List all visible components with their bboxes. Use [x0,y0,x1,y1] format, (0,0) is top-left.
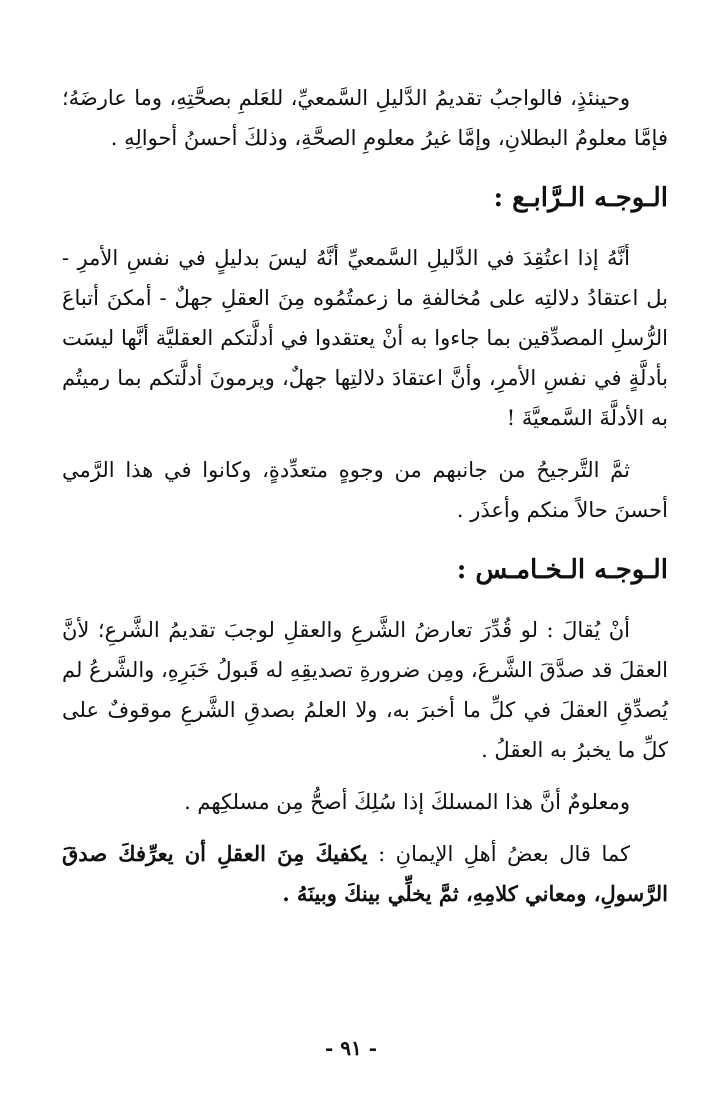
spacer [62,590,668,610]
paragraph-6 [62,834,668,914]
spacer [62,770,668,782]
paragraph-4: أنْ يُقالَ : لو قُدِّرَ تعارضُ الشَّرعِ والعقلِ لوجبَ تقديمُ الشَّرعِ؛ لأنَّ العقلَ قد صدَّقَ الشَّرعَ، ومِن ضرورةِ تصديقِهِ له قَبولُ خَبَرِهِ، والشَّرعُ لم يُصدِّقِ العقلَ في كلِّ ما أخبرَ به، ولا العلمُ بصدقِ الشَّرعِ موقوفٌ على كلِّ ما يخبرُ به العقلُ . [62,618,668,762]
page-body [62,78,668,914]
quote-bold: يكفيكَ مِنَ العقلِ أن يعرِّفكَ صدقَ الرَّسولِ، ومعاني كلامِهِ، ثمَّ يخلِّي بينكَ وبينَهُ . [62,841,668,906]
paragraph-3: ثمَّ التَّرجيحُ من جانبهم من وجوهٍ متعدِّدةٍ، وكانوا في هذا الرَّمي أحسنَ حالاً منكم وأعذَر . [62,458,668,522]
spacer [62,218,668,238]
heading-fourth-aspect: الـوجـه الـرَّابـع : [493,183,668,213]
paragraph-2: أنَّهُ إذا اعتُقِدَ في الدَّليلِ السَّمعيِّ أنَّهُ ليسَ بدليلٍ في نفسِ الأمرِ - بل اعتقادُ دلالتِه على مُخالفةِ ما زعمتُمُوه مِنَ العقلِ جهلٌ - أمكنَ أتباعَ الرُّسلِ المصدِّقين بما جاءوا به أنْ يعتقدوا في أدلَّتكم العقليَّة أنَّها ليسَت بأدلَّةٍ في نفسِ الأمرِ، وأنَّ اعتقادَ دلالتِها جهلٌ، ويرمونَ أدلَّتكم بما رميتُم به الأدلَّةَ السَّمعيَّةَ ! [62,246,668,430]
paragraph-1: وحينئذٍ، فالواجبُ تقديمُ الدَّليلِ السَّمعيِّ، للعَلمِ بصحَّتِهِ، وما عارضَهُ؛ فإمَّا معلومُ البطلانِ، وإمَّا غيرُ معلومِ الصحَّةِ، وذلكَ أحسنُ أحوالِهِ . [62,86,668,150]
spacer [62,822,668,834]
spacer [62,438,668,450]
page-number: - ٩١ - [324,1036,377,1060]
quote-intro: كما قال بعضُ أهلِ الإيمانِ : [367,842,631,866]
heading-fifth-aspect: الـوجـه الـخـامـس : [456,555,668,585]
paragraph-5: ومعلومٌ أنَّ هذا المسلكَ إذا سُلِكَ أصحُّ مِن مسلكِهم . [184,790,630,814]
spacer [62,530,668,550]
spacer [62,158,668,178]
